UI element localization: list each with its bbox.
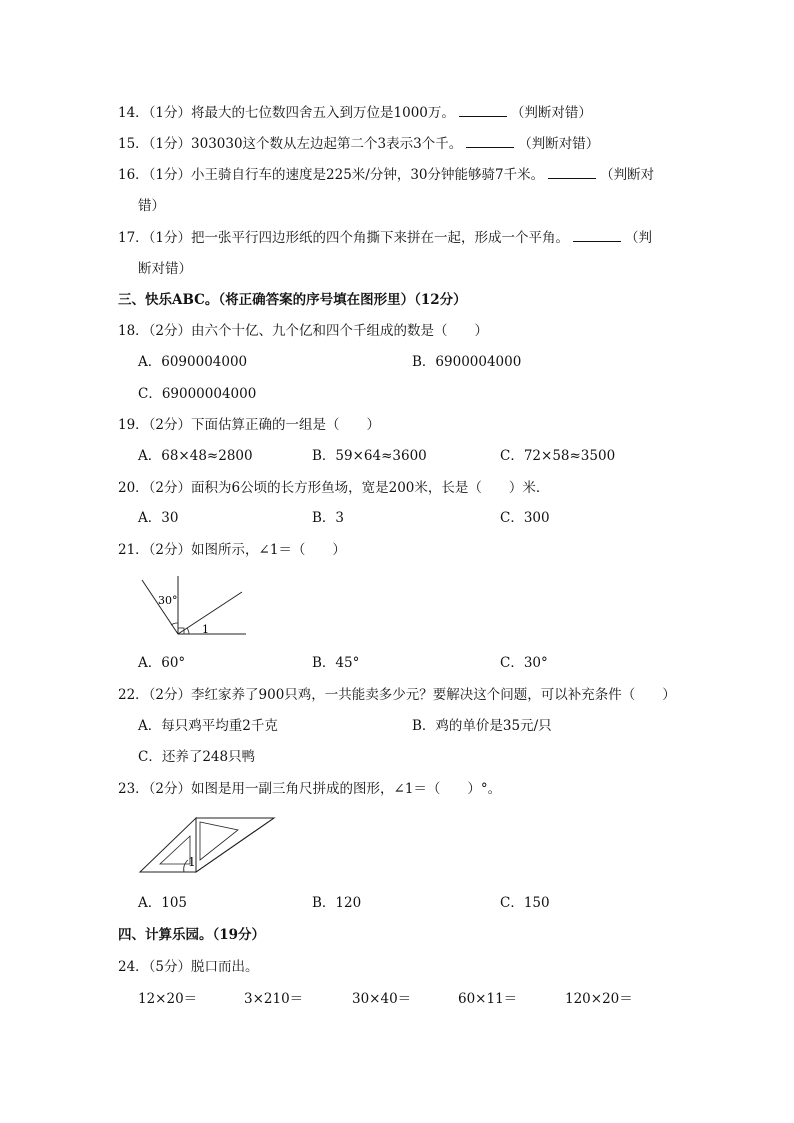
option-c[interactable]: C．69000004000 (138, 386, 257, 402)
section-heading-3: 三、快乐ABC。（将正确答案的序号填在图形里）（12分） (118, 292, 467, 308)
question-21: 21．（2分）如图所示，∠1＝（ ） (118, 542, 346, 558)
option-a[interactable]: A．60° (138, 655, 186, 671)
calc-item[interactable]: 60×11＝ (458, 991, 518, 1007)
question-23: 23．（2分）如图是用一副三角尺拼成的图形，∠1＝（ ）°。 (118, 781, 502, 797)
question-17-cont: 断对错） (138, 261, 192, 277)
option-a[interactable]: A．每只鸡平均重2千克 (138, 718, 278, 734)
angle-mark-1: 1 (202, 623, 209, 636)
answer-blank[interactable] (459, 104, 507, 117)
option-c[interactable]: C．150 (500, 895, 550, 911)
angle-mark-1: 1 (188, 855, 196, 869)
question-22: 22．（2分）李红家养了900只鸡，一共能卖多少元？要解决这个问题，可以补充条件（ ） (118, 687, 676, 703)
question-16: 16．（1分）小王骑自行车的速度是225米/分钟，30分钟能够骑7千米。 （判断对 (118, 167, 655, 183)
question-19: 19．（2分）下面估算正确的一组是（ ） (118, 417, 381, 433)
triangle-rulers-figure (138, 814, 278, 876)
calc-item[interactable]: 30×40＝ (352, 991, 412, 1007)
option-b[interactable]: B．3 (312, 510, 345, 526)
section-heading-4: 四、计算乐园。（19分） (118, 927, 266, 943)
option-a[interactable]: A．30 (138, 510, 179, 526)
question-14: 14．（1分）将最大的七位数四舍五入到万位是1000万。 （判断对错） (118, 105, 592, 121)
option-c[interactable]: C．30° (500, 655, 548, 671)
calc-item[interactable]: 120×20＝ (565, 991, 633, 1007)
answer-blank[interactable] (466, 135, 514, 148)
option-b[interactable]: B．6900004000 (412, 354, 522, 370)
option-b[interactable]: B．120 (312, 895, 362, 911)
question-16-cont: 错） (138, 198, 165, 214)
option-b[interactable]: B．59×64≈3600 (312, 448, 427, 464)
calc-item[interactable]: 12×20＝ (138, 991, 198, 1007)
option-a[interactable]: A．6090004000 (138, 354, 248, 370)
option-a[interactable]: A．105 (138, 895, 188, 911)
angle-figure (138, 570, 250, 640)
answer-blank[interactable] (573, 229, 621, 242)
option-c[interactable]: C．72×58≈3500 (500, 448, 616, 464)
question-24: 24．（5分）脱口而出。 (118, 959, 259, 975)
question-15: 15．（1分）303030这个数从左边起第二个3表示3个千。 （判断对错） (118, 136, 600, 152)
option-c[interactable]: C．还养了248只鸭 (138, 749, 256, 765)
option-c[interactable]: C．300 (500, 510, 550, 526)
option-b[interactable]: B．45° (312, 655, 360, 671)
answer-blank[interactable] (548, 166, 596, 179)
option-b[interactable]: B．鸡的单价是35元/只 (412, 718, 552, 734)
calc-item[interactable]: 3×210＝ (244, 991, 304, 1007)
angle-label-30: 30° (158, 594, 178, 607)
question-20: 20．（2分）面积为6公顷的长方形鱼场，宽是200米，长是（ ）米． (118, 480, 550, 496)
question-18: 18．（2分）由六个十亿、九个亿和四个千组成的数是（ ） (118, 323, 489, 339)
option-a[interactable]: A．68×48≈2800 (138, 448, 253, 464)
question-17: 17．（1分）把一张平行四边形纸的四个角撕下来拼在一起，形成一个平角。 （判 (118, 230, 653, 246)
